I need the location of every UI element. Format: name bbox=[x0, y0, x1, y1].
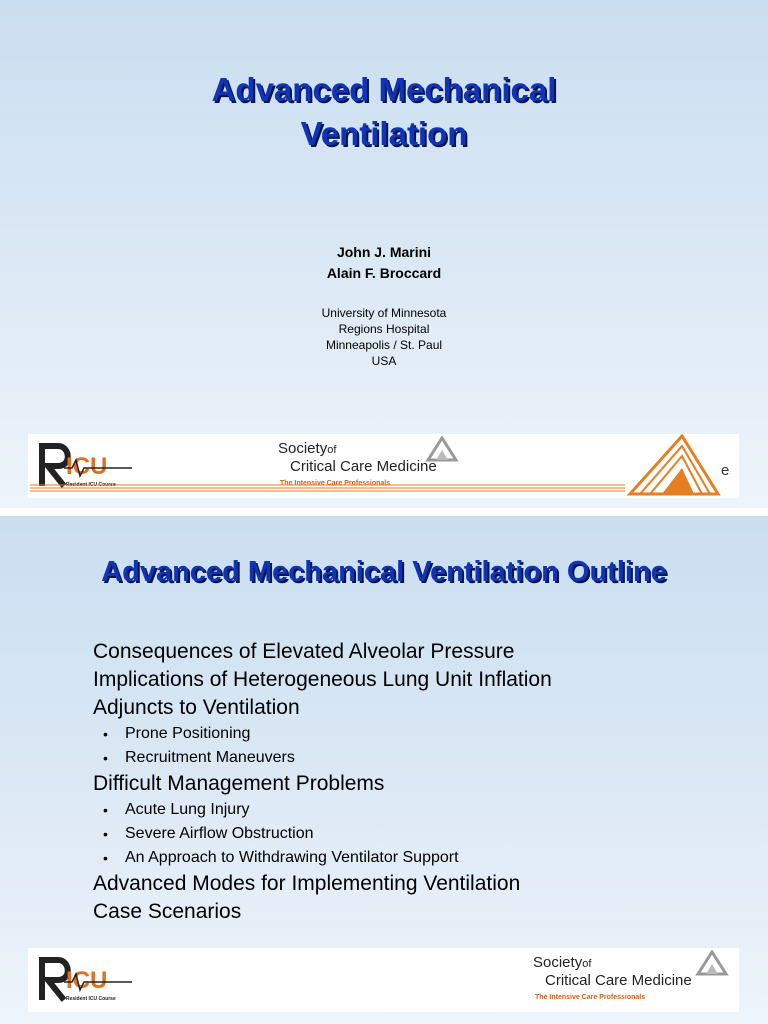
title-slide bbox=[0, 0, 768, 508]
sccm-tagline: The Intensive Care Professionals bbox=[535, 994, 646, 1001]
outline-slide bbox=[0, 516, 768, 1024]
authors bbox=[0, 242, 768, 284]
outline-subitem-text: An Approach to Withdrawing Ventilator Support bbox=[125, 849, 459, 866]
outline-subitem-text: Severe Airflow Obstruction bbox=[125, 825, 314, 842]
sccm-word-of: of bbox=[582, 958, 592, 970]
outline-subitem bbox=[93, 846, 743, 870]
slide-divider bbox=[0, 508, 768, 516]
slide-title bbox=[0, 68, 768, 156]
sccm-word-society: Society bbox=[533, 954, 583, 971]
ricu-caption: Resident ICU Course bbox=[66, 482, 116, 488]
outline-list bbox=[93, 638, 743, 926]
sccm-triangle-icon bbox=[424, 436, 460, 462]
outline-item: Difficult Management Problems bbox=[93, 772, 385, 795]
ricu-logo bbox=[36, 952, 156, 1006]
outline-item: Advanced Modes for Implementing Ventilation bbox=[93, 872, 521, 895]
outline-item: Implications of Heterogeneous Lung Unit Inflation bbox=[93, 668, 552, 691]
outline-item: Consequences of Elevated Alveolar Pressure bbox=[93, 640, 515, 663]
sccm-tagline: The Intensive Care Professionals bbox=[280, 480, 391, 487]
slide-title: Advanced Mechanical Ventilation Outline bbox=[101, 556, 667, 588]
title-line-1: Advanced Mechanical bbox=[211, 71, 557, 108]
affiliation-line: University of Minnesota bbox=[321, 306, 447, 320]
bullet-icon: • bbox=[103, 802, 108, 818]
outline-subitem bbox=[93, 798, 743, 822]
orange-stripes bbox=[30, 484, 625, 494]
sccm-name: Critical Care Medicine bbox=[290, 458, 437, 475]
outline-subitem bbox=[93, 722, 743, 746]
sccm-wordmark bbox=[533, 954, 768, 1006]
bullet-icon: • bbox=[103, 850, 108, 866]
outline-item: Case Scenarios bbox=[93, 900, 242, 923]
sccm-name: Critical Care Medicine bbox=[545, 972, 692, 989]
ricu-logo-text: ICU bbox=[66, 453, 108, 480]
outline-subitem bbox=[93, 746, 743, 770]
ricu-caption: Resident ICU Course bbox=[66, 996, 116, 1002]
outline-subitem bbox=[93, 822, 743, 846]
sccm-banner bbox=[28, 434, 739, 498]
author-name: John J. Marini bbox=[336, 244, 432, 260]
sccm-word-of: of bbox=[327, 444, 337, 456]
sccm-large-triangle-icon bbox=[626, 434, 722, 496]
ricu-logo-text: ICU bbox=[66, 967, 108, 994]
affiliation-line: Regions Hospital bbox=[338, 322, 430, 336]
title-line-2: Ventilation bbox=[300, 115, 468, 152]
affiliation-line: USA bbox=[371, 354, 397, 368]
affiliation-line: Minneapolis / St. Paul bbox=[325, 338, 443, 352]
bullet-icon: • bbox=[103, 750, 108, 766]
outline-subitem-text: Acute Lung Injury bbox=[125, 801, 250, 818]
bullet-icon: • bbox=[103, 826, 108, 842]
sccm-banner bbox=[28, 948, 739, 1012]
cut-off-letter: e bbox=[721, 462, 730, 479]
bullet-icon: • bbox=[103, 726, 108, 742]
outline-item: Adjuncts to Ventilation bbox=[93, 696, 300, 719]
affiliation bbox=[0, 305, 768, 369]
author-name: Alain F. Broccard bbox=[326, 265, 442, 281]
outline-subitem-text: Recruitment Maneuvers bbox=[125, 749, 295, 766]
outline-subitem-text: Prone Positioning bbox=[125, 725, 251, 742]
sccm-word-society: Society bbox=[278, 440, 328, 457]
sccm-triangle-icon bbox=[694, 950, 730, 976]
